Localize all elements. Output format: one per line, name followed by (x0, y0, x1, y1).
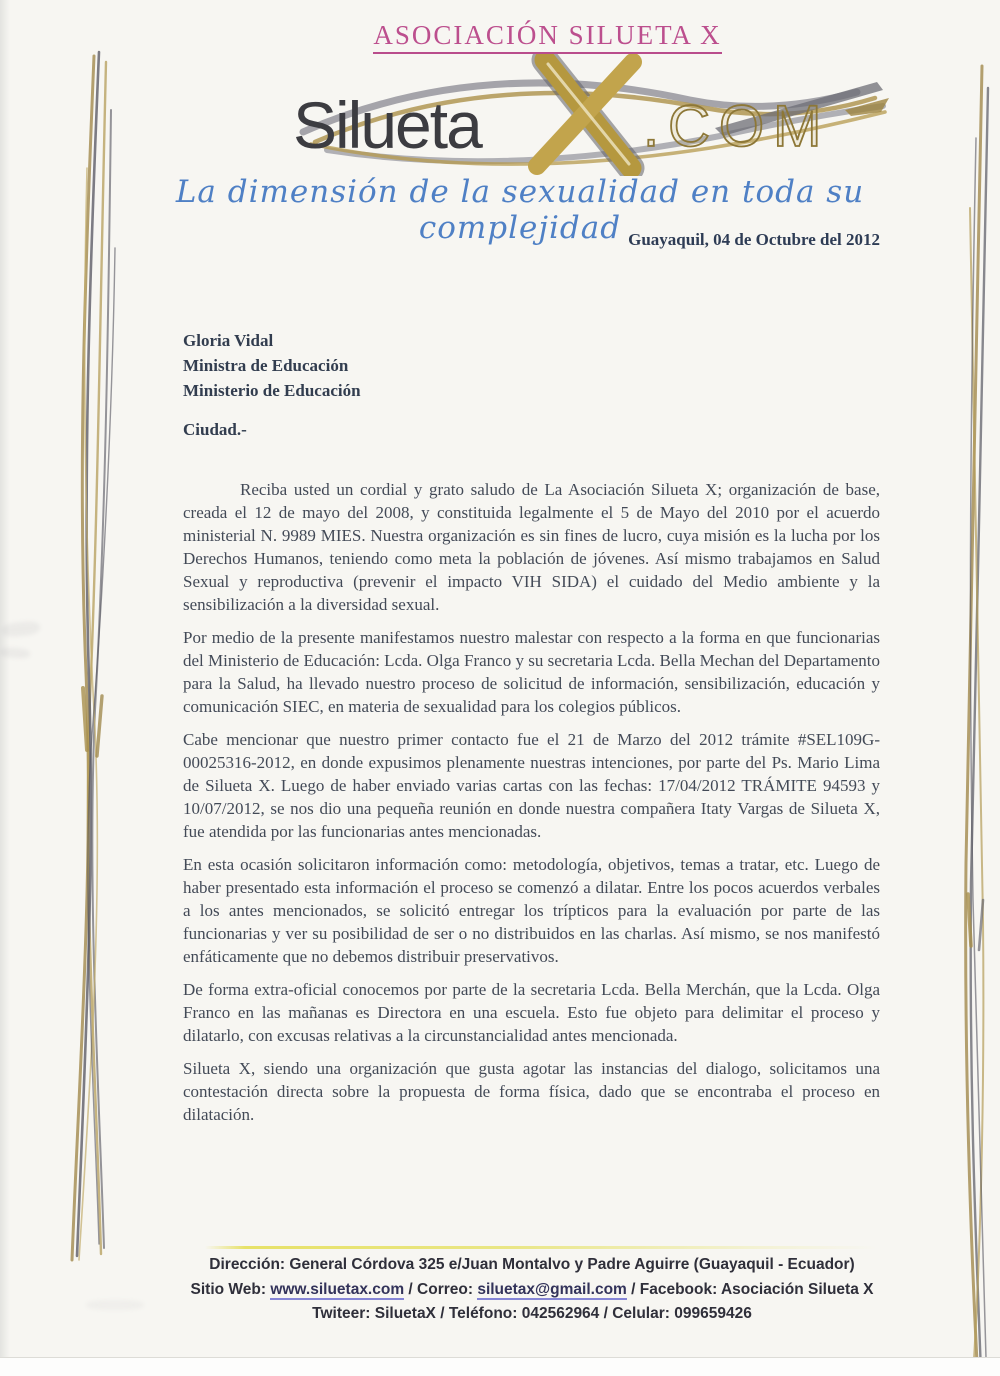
scan-smudge (86, 1300, 144, 1310)
logo-wordmark: Silueta (293, 88, 481, 162)
paragraph-closing-request: Silueta X, siendo una organización que gusta agotar las instancias del dialogo, solicitamos una contestación directa sobre la propuesta de forma física, dado que se encontraba el proceso en dilatación. (183, 1059, 880, 1124)
org-tagline: La dimensión de la sexualidad en toda su complejidad (175, 174, 865, 246)
paragraph-extra-oficial: De forma extra-oficial conocemos por parte de la secretaria Lcda. Bella Merchán, que la Lcda. Olga Franco en las mañanas es Directora en una escuela. Esto fue objeto para delimitar el proceso y dilatarlo, con excusas relativas a la circunstancialidad antes mencionada. (183, 980, 880, 1045)
siluetax-logo (285, 54, 895, 176)
recipient-org: Ministerio de Educación (183, 381, 361, 400)
decorative-left-border-icon (60, 48, 122, 1280)
footer-address: Dirección: General Córdova 325 e/Juan Montalvo y Padre Aguirre (Guayaquil - Ecuador) (209, 1256, 855, 1273)
recipient-title: Ministra de Educación (183, 356, 349, 375)
paragraph-greeting: Reciba usted un cordial y grato saludo de La Asociación Silueta X; organización de base, creada el 12 de mayo del 2008, y constituida legalmente el 5 de Mayo del 2010 por el acuerdo ministerial N. 9989 MIES. Nuestra organización es sin fines de lucro, cuya misión es la lucha por los Derechos Humanos, teniendo como meta la población de jóvenes. Así mismo trabajamos en Salud Sexual y reproductiva (prevenir el impacto VIH SIDA) el cuidado del Medio ambiente y la sensibilización a la diversidad sexual. (183, 480, 880, 614)
paragraph-information-request: En esta ocasión solicitaron información como: metodología, objetivos, temas a tratar, etc. Luego de haber presentado esta información el proceso se comenzó a dilatar. Entre los pocos acuerdos verbales a los antes mencionados, se solicitó entregar los trípticos para la evaluación por parte de las funcionarias y ver su posibilidad de ser o no distribuidos en las charlas. Así mismo, se nos manifestó enfáticamente que no debemos distribuir preservativos. (183, 855, 880, 966)
decorative-right-border-icon (950, 58, 998, 1376)
logo-com: .COM (643, 94, 831, 159)
footer-email-label: / Correo: (404, 1280, 478, 1298)
letter-date: Guayaquil, 04 de Octubre del 2012 (628, 230, 880, 249)
scan-bottom-edge (0, 1357, 1000, 1376)
letter-body (183, 478, 880, 1136)
email-link[interactable]: siluetax@gmail.com (477, 1280, 627, 1298)
city-line: Ciudad.- (183, 420, 247, 439)
paragraph-first-contact: Cabe mencionar que nuestro primer contacto fue el 21 de Marzo del 2012 trámite #SEL109G-00025316-2012, en donde expusimos plenamente nuestras intenciones, por parte del Ps. Mario Lima de Silueta X. Luego de haber enviado varias cartas con las fechas: 17/04/2012 TRÁMITE 94593 y 10/07/2012, se nos dio una pequeña reunión en donde nuestra compañera Itaty Vargas de Silueta X, fue atendida por las funcionarias antes mencionadas. (183, 730, 880, 841)
footer-facebook-label: / Facebook: Asociación Silueta X (626, 1280, 874, 1298)
website-link[interactable]: www.siluetax.com (270, 1280, 405, 1298)
recipient-name: Gloria Vidal (183, 331, 274, 350)
footer-web-line (170, 1278, 894, 1303)
footer-contact-block (170, 1253, 894, 1327)
org-title: ASOCIACIÓN SILUETA X (373, 20, 721, 54)
paragraph-complaint: Por medio de la presente manifestamos nuestro malestar con respecto a la forma en que funcionarias del Ministerio de Educación: Lcda. Olga Franco y su secretaria Lcda. Bella Mechan del Departamento para la Salud, ha llevado nuestro proceso de solicitud de información, sensibilización, educación y comunicación SIEC, en materia de sexualidad para los colegios públicos. (183, 628, 880, 716)
footer-phone-line: Twiteer: SiluetaX / Teléfono: 042562964 / Celular: 099659426 (312, 1305, 752, 1322)
scan-edge-shading (0, 0, 10, 1376)
recipient-block (183, 328, 361, 403)
footer-web-label: Sitio Web: (190, 1280, 271, 1298)
footer-yellow-rule (205, 1246, 877, 1249)
